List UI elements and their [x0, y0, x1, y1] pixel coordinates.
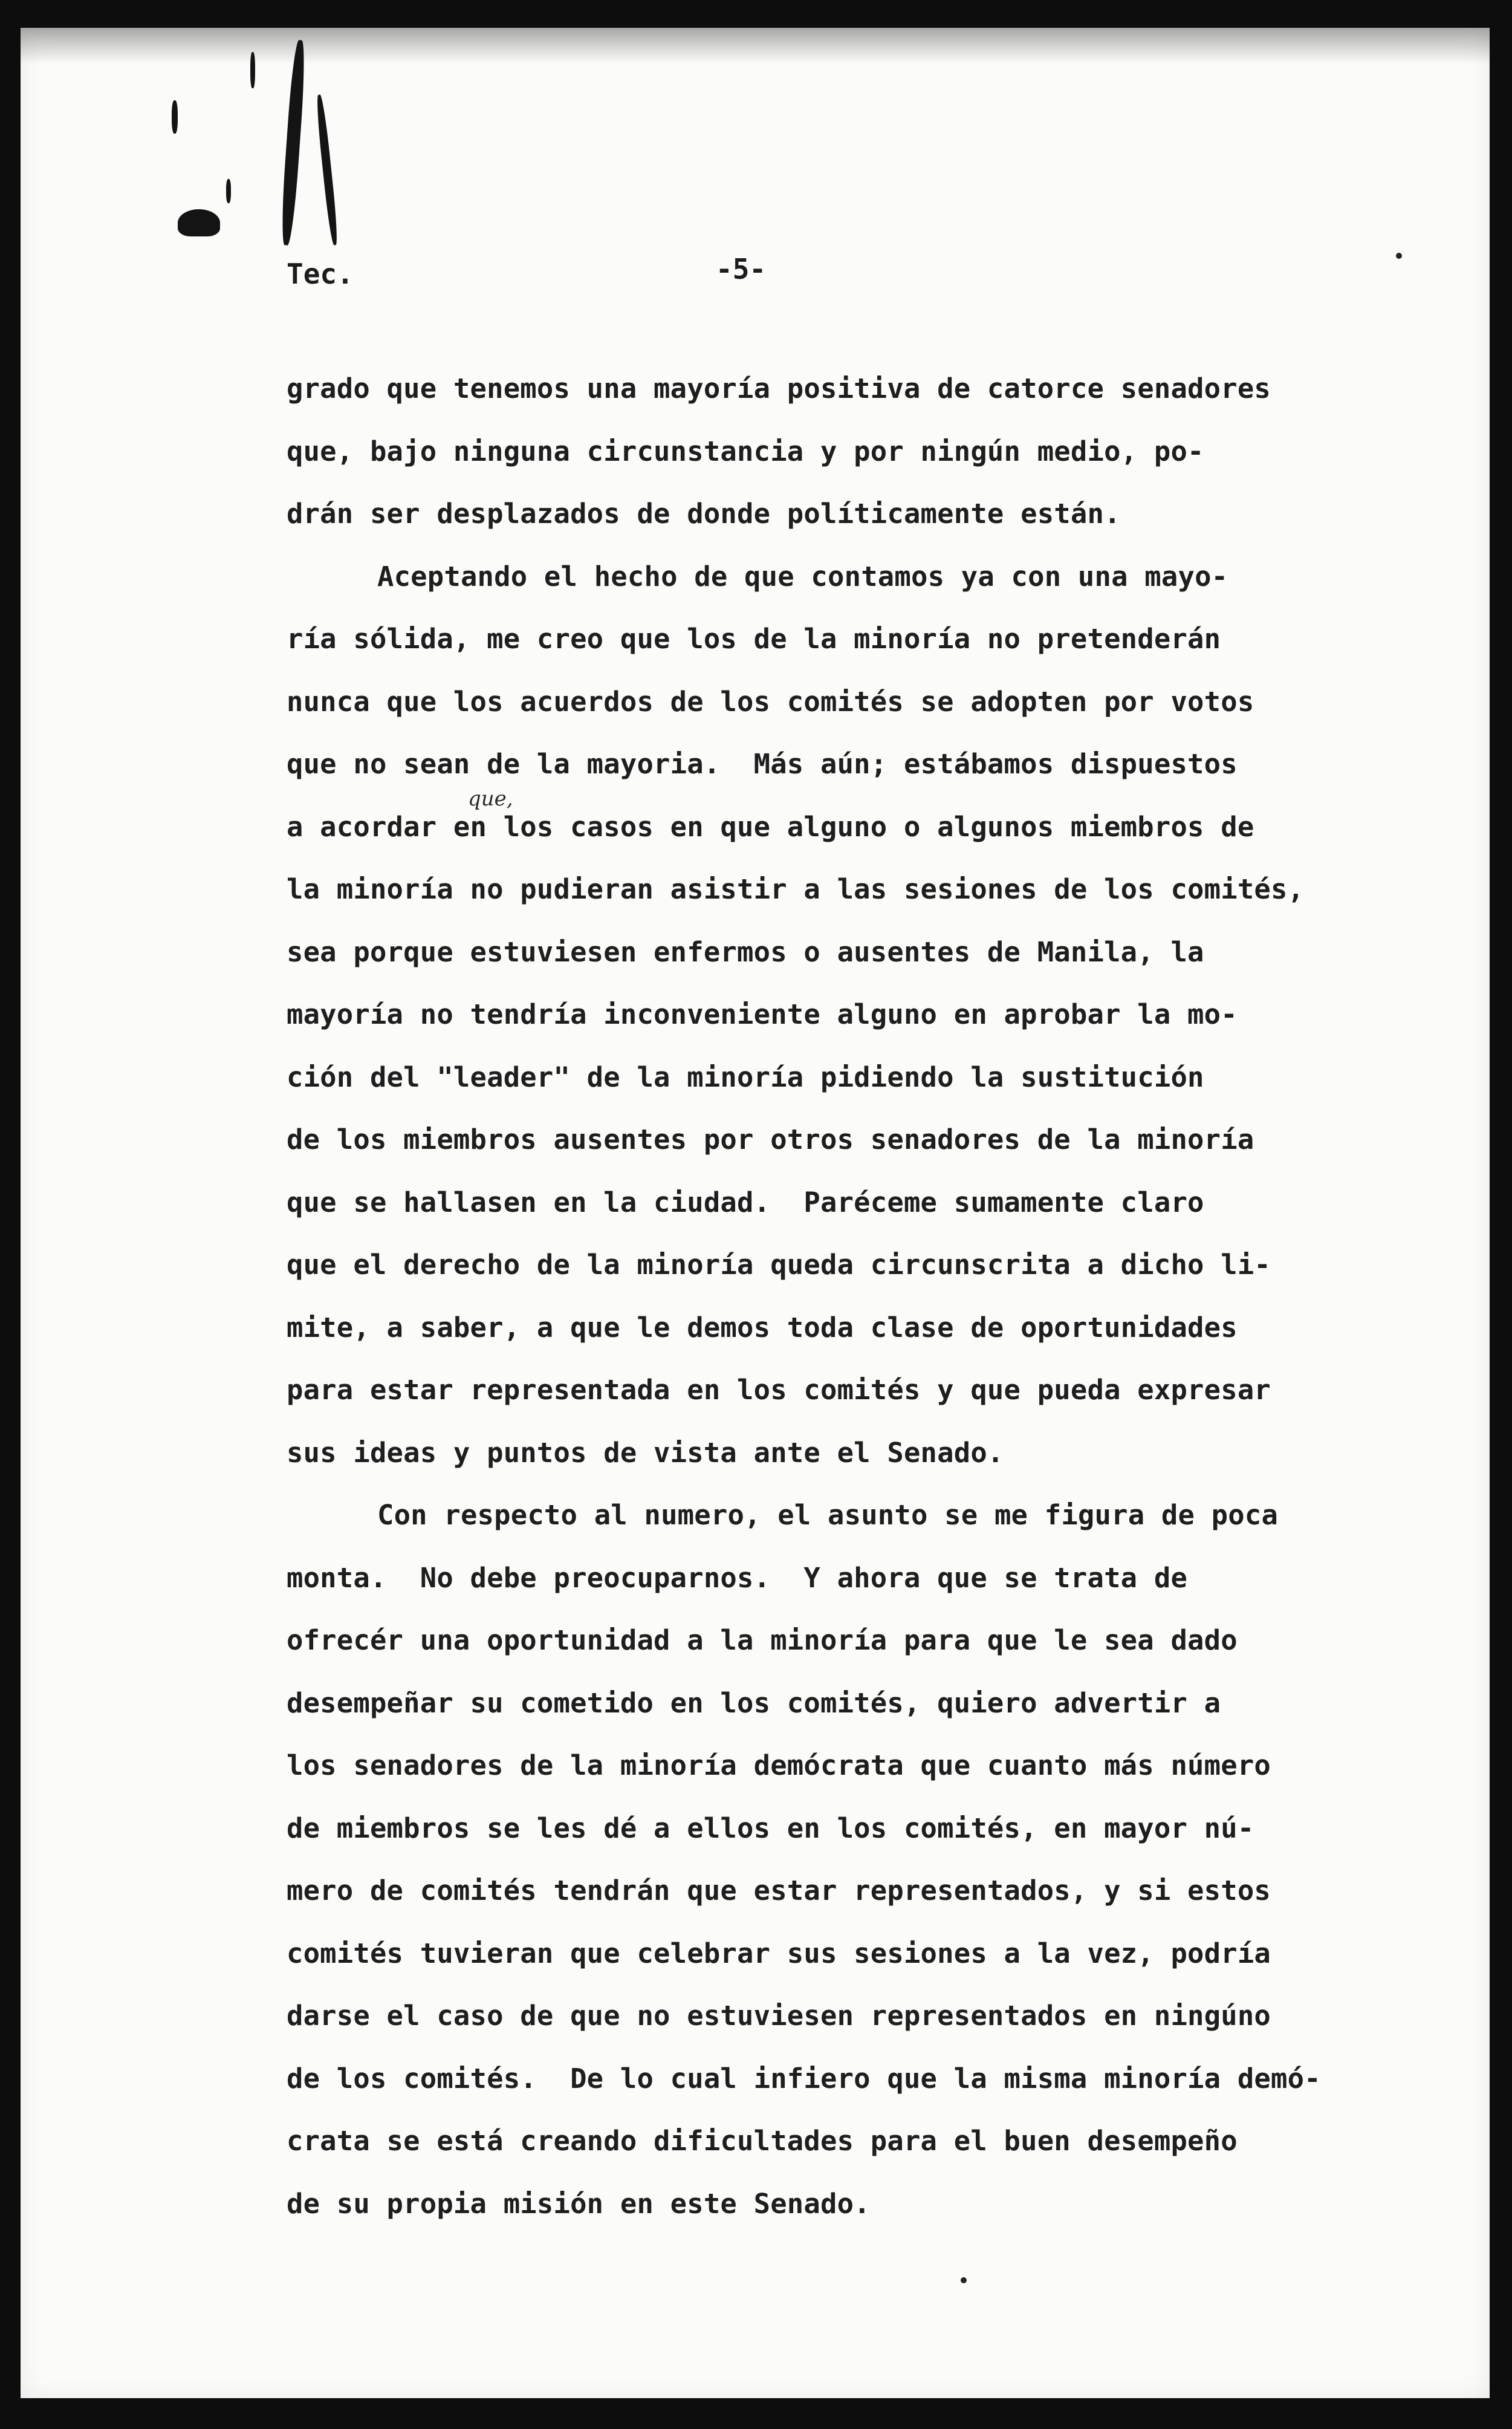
- ink-mark: [279, 40, 307, 246]
- text-line: comités tuvieran que celebrar sus sesiones a la vez, podría: [287, 1937, 1271, 1969]
- text-line: que, bajo ninguna circunstancia y por ningún medio, po-: [287, 435, 1204, 467]
- text-line: monta. No debe preocuparnos. Y ahora que se trata de: [287, 1561, 1188, 1594]
- text-line: los senadores de la minoría demócrata que cuanto más número: [287, 1749, 1271, 1781]
- ink-mark: [172, 100, 178, 134]
- text-line: Con respecto al numero, el asunto se me figura de poca: [377, 1499, 1279, 1531]
- text-line: grado que tenemos una mayoría positiva de catorce senadores: [287, 372, 1271, 405]
- text-line: mero de comités tendrán que estar representados, y si estos: [287, 1875, 1271, 1907]
- body-text: [287, 357, 1465, 2235]
- text-line: nunca que los acuerdos de los comités se adopten por votos: [287, 685, 1254, 718]
- text-line: ción del "leader" de la minoría pidiendo la sustitución: [287, 1061, 1204, 1093]
- text-line: ría sólida, me creo que los de la minoría no pretenderán: [287, 623, 1221, 655]
- text-line: de los comités. De lo cual infiero que la misma minoría demó-: [287, 2062, 1321, 2095]
- scan-edge-shadow: [21, 28, 1490, 64]
- text-line: a acordar en los casos en que alguno o algunos miembros de: [287, 810, 1254, 843]
- speck: [961, 2277, 967, 2283]
- document-page: [21, 28, 1490, 2398]
- text-line: de los miembros ausentes por otros senadores de la minoría: [287, 1123, 1254, 1156]
- text-line: darse el caso de que no estuviesen representados en ningúno: [287, 2000, 1271, 2032]
- ink-mark: [226, 179, 231, 203]
- text-line: la minoría no pudieran asistir a las sesiones de los comités,: [287, 873, 1305, 905]
- text-line: que no sean de la mayoria. Más aún; estábamos dispuestos: [287, 748, 1238, 780]
- text-line: crata se está creando dificultades para el buen desempeño: [287, 2125, 1238, 2157]
- header-reference: Tec.: [287, 258, 354, 290]
- text-line: para estar representada en los comités y que pueda expresar: [287, 1374, 1271, 1406]
- ink-mark: [315, 94, 339, 246]
- text-line: mite, a saber, a que le demos toda clase de oportunidades: [287, 1311, 1238, 1344]
- text-line: drán ser desplazados de donde políticamente están.: [287, 498, 1121, 530]
- speck: [1396, 253, 1402, 259]
- text-line: de su propia misión en este Senado.: [287, 2187, 871, 2220]
- page-number: -5-: [716, 253, 767, 285]
- text-line: que se hallasen en la ciudad. Paréceme sumamente claro: [287, 1186, 1204, 1218]
- text-line: mayoría no tendría inconveniente alguno en aprobar la mo-: [287, 998, 1238, 1030]
- ink-mark: [250, 52, 255, 88]
- text-line: sea porque estuviesen enfermos o ausentes de Manila, la: [287, 935, 1204, 968]
- text-line: que el derecho de la minoría queda circunscrita a dicho li-: [287, 1249, 1271, 1281]
- text-line: sus ideas y puntos de vista ante el Senado.: [287, 1436, 1004, 1469]
- ink-mark: [178, 209, 220, 236]
- text-line: ofrecér una oportunidad a la minoría para que le sea dado: [287, 1624, 1238, 1656]
- text-line: de miembros se les dé a ellos en los comités, en mayor nú-: [287, 1812, 1254, 1844]
- handwritten-annotation: que,: [468, 787, 513, 811]
- text-line: Aceptando el hecho de que contamos ya con una mayo-: [377, 560, 1228, 593]
- text-line: desempeñar su cometido en los comités, quiero advertir a: [287, 1686, 1221, 1719]
